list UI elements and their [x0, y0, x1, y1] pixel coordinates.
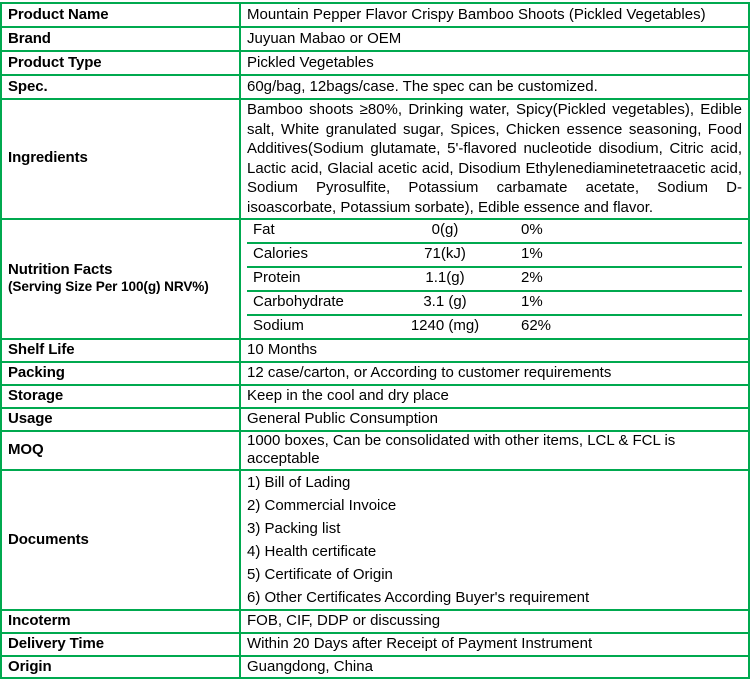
row-value-usage: General Public Consumption — [240, 408, 749, 431]
document-item: 3) Packing list — [247, 520, 341, 538]
table-row — [1, 656, 749, 678]
row-label-product-type: Product Type — [1, 51, 240, 75]
nutrient-nrv: 1% — [521, 245, 543, 263]
row-label-delivery-time: Delivery Time — [1, 633, 240, 656]
table-row — [1, 75, 749, 99]
row-label-product-name: Product Name — [1, 3, 240, 27]
row-label-brand: Brand — [1, 27, 240, 51]
document-item: 2) Commercial Invoice — [247, 497, 397, 515]
document-item: 1) Bill of Lading — [247, 474, 351, 492]
nutrition-rows — [247, 220, 742, 338]
row-value-brand: Juyuan Mabao or OEM — [240, 27, 749, 51]
table-row — [1, 633, 749, 656]
table-row — [1, 362, 749, 385]
table-row — [1, 219, 749, 339]
table-row — [1, 431, 749, 471]
row-label-shelf-life: Shelf Life — [1, 339, 240, 362]
row-value-moq: 1000 boxes, Can be consolidated with other items, LCL & FCL is acceptable — [240, 431, 749, 471]
documents-list — [247, 471, 742, 609]
row-label-documents: Documents — [1, 470, 240, 610]
table-row — [1, 610, 749, 633]
nutrient-name: Calories — [253, 245, 309, 263]
nutrient-nrv: 62% — [521, 317, 552, 335]
row-value-documents — [240, 470, 749, 610]
document-item: 4) Health certificate — [247, 543, 377, 561]
nutrition-row-sodium — [247, 316, 742, 338]
row-value-spec: 60g/bag, 12bags/case. The spec can be customized. — [240, 75, 749, 99]
nutrition-subtable — [240, 219, 749, 339]
table-row — [1, 27, 749, 51]
nutrient-name: Fat — [253, 221, 275, 239]
row-value-product-name: Mountain Pepper Flavor Crispy Bamboo Shoots (Pickled Vegetables) — [240, 3, 749, 27]
row-label-ingredients: Ingredients — [1, 99, 240, 219]
nutrient-name: Protein — [253, 269, 301, 287]
nutrient-amount: 3.1 (g) — [423, 293, 467, 311]
nutrient-nrv: 1% — [521, 293, 543, 311]
table-row — [1, 408, 749, 431]
row-label-usage: Usage — [1, 408, 240, 431]
nutrition-row-calories — [247, 244, 742, 268]
row-value-storage: Keep in the cool and dry place — [240, 385, 749, 408]
row-value-product-type: Pickled Vegetables — [240, 51, 749, 75]
row-label-nutrition — [1, 219, 240, 339]
nutrient-name: Carbohydrate — [253, 293, 344, 311]
table-row — [1, 339, 749, 362]
nutrient-name: Sodium — [253, 317, 304, 335]
table-row — [1, 385, 749, 408]
table-row — [1, 470, 749, 610]
product-spec-table — [0, 2, 750, 679]
row-value-incoterm: FOB, CIF, DDP or discussing — [240, 610, 749, 633]
document-item: 6) Other Certificates According Buyer's requirement — [247, 589, 590, 607]
nutrition-row-carbohydrate — [247, 292, 742, 316]
nutrition-row-protein — [247, 268, 742, 292]
table-row — [1, 3, 749, 27]
row-value-packing: 12 case/carton, or According to customer requirements — [240, 362, 749, 385]
nutrient-nrv: 2% — [521, 269, 543, 287]
row-label-incoterm: Incoterm — [1, 610, 240, 633]
table-row — [1, 99, 749, 219]
row-label-storage: Storage — [1, 385, 240, 408]
row-value-delivery-time: Within 20 Days after Receipt of Payment Instrument — [240, 633, 749, 656]
nutrient-amount: 1.1(g) — [425, 269, 465, 287]
table-row — [1, 51, 749, 75]
row-label-spec: Spec. — [1, 75, 240, 99]
row-label-packing: Packing — [1, 362, 240, 385]
nutrition-label-line1: Nutrition Facts — [8, 260, 113, 278]
ingredients-text: Bamboo shoots ≥80%, Drinking water, Spicy(Pickled vegetables), Edible salt, White granulated sugar, Spices, Chicken essence seasoning, Food Additives(Sodium glutamate, 5'-flavored nucleotide disodium, Citric acid, Lactic acid, Glacial acetic acid, Disodium Ethylenediaminetetraacetic acid, Sodium Pyrosulfite, Potassium carbamate acetate, Sodium D-isoascorbate, Potassium sorbate), Edible essence and flavor. — [247, 101, 742, 216]
row-value-shelf-life: 10 Months — [240, 339, 749, 362]
row-label-moq: MOQ — [1, 431, 240, 471]
nutrition-label-line2: (Serving Size Per 100(g) NRV%) — [8, 279, 209, 295]
row-label-origin: Origin — [1, 656, 240, 678]
nutrient-amount: 0(g) — [431, 221, 459, 239]
nutrient-amount: 1240 (mg) — [410, 317, 480, 335]
nutrient-nrv: 0% — [521, 221, 543, 239]
nutrition-row-fat — [247, 220, 742, 244]
row-value-origin: Guangdong, China — [240, 656, 749, 678]
nutrient-amount: 71(kJ) — [424, 245, 466, 263]
row-value-ingredients — [240, 99, 749, 219]
document-item: 5) Certificate of Origin — [247, 566, 393, 584]
